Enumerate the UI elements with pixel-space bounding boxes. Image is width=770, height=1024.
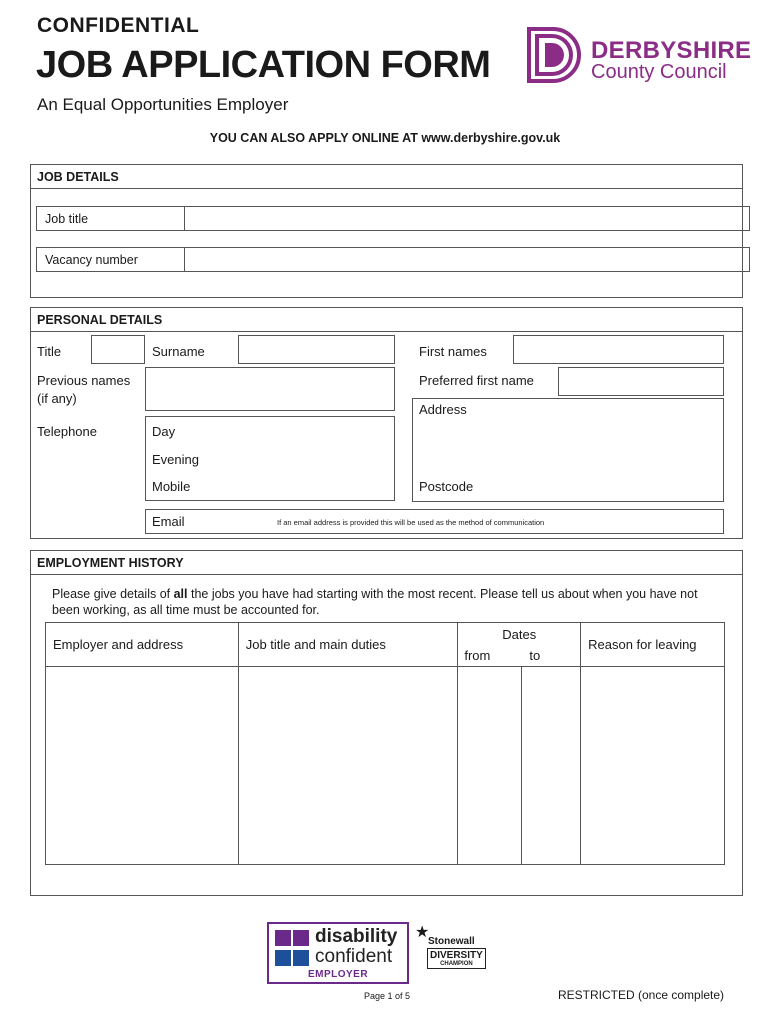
stonewall-text: Stonewall [428,936,475,947]
email-label: Email [152,514,185,529]
lock-icon [275,950,291,966]
previous-names-sub-label: (if any) [37,391,77,406]
job-title-cell[interactable] [238,667,458,865]
first-names-label: First names [419,344,487,359]
dates-from-label: from [464,648,491,663]
page-number: Page 1 of 5 [364,991,411,1001]
address-label: Address [419,402,467,417]
job-details-heading: JOB DETAILS [31,165,742,189]
first-names-input[interactable] [513,335,724,364]
employment-table [45,622,725,865]
people-icon [275,930,291,946]
vacancy-number-row [36,247,750,272]
employer-text: EMPLOYER [307,969,369,980]
confidential-label: CONFIDENTIAL [37,14,200,37]
personal-details-heading: PERSONAL DETAILS [31,308,742,332]
telephone-mobile-label: Mobile [152,479,191,494]
col-job-title-header: Job title and main duties [238,623,458,667]
employment-table-header [46,623,725,667]
confident-text: confident [315,946,393,967]
job-title-label: Job title [37,207,185,230]
postcode-label: Postcode [419,479,474,494]
email-note: If an email address is provided this will be used as the method of communication [277,518,545,527]
diversity-champion-badge [427,948,486,969]
stonewall-logo [415,926,483,982]
page-subtitle: An Equal Opportunities Employer [37,95,289,114]
derbyshire-d-icon [527,27,585,83]
logo-line-1: DERBYSHIRE [591,37,752,64]
champion-text: CHAMPION [440,961,473,967]
star-icon: ★ [415,924,430,941]
previous-names-label: Previous names [37,373,131,388]
telephone-day-label: Day [152,424,176,439]
job-title-row [36,206,750,231]
employer-cell[interactable] [46,667,239,865]
online-apply-notice: YOU CAN ALSO APPLY ONLINE AT www.derbyshire.gov.uk [209,131,561,145]
page-title: JOB APPLICATION FORM [36,44,491,86]
surname-label: Surname [152,344,205,359]
col-reason-header: Reason for leaving [581,623,725,667]
dates-to-label: to [529,648,541,663]
chat-icon [293,950,309,966]
col-employer-header: Employer and address [46,623,239,667]
title-label: Title [37,344,62,359]
col-dates-header [458,623,581,667]
previous-names-input[interactable] [145,367,395,411]
logo-line-2: County Council [591,61,727,83]
restricted-label: RESTRICTED (once complete) [558,988,725,1002]
telephone-evening-label: Evening [152,452,199,467]
disability-text: disability [315,926,398,947]
derbyshire-logo [527,27,752,85]
job-details-section [30,164,743,298]
telephone-label: Telephone [37,424,97,439]
vacancy-number-label: Vacancy number [37,248,185,271]
date-to-cell[interactable] [522,667,581,865]
employment-history-heading: EMPLOYMENT HISTORY [31,551,742,575]
preferred-first-name-input[interactable] [558,367,724,396]
instruction-pre: Please give details of [52,587,174,601]
employment-instruction [52,586,722,618]
dates-label: Dates [502,627,537,642]
diversity-text: DIVERSITY [430,950,483,961]
preferred-first-name-label: Preferred first name [419,373,534,388]
date-from-cell[interactable] [458,667,522,865]
instruction-post: the jobs you have had starting with the most recent. Please tell us about when you have not been working, as all time must be accounted for. [52,587,698,617]
table-row [46,667,725,865]
surname-input[interactable] [238,335,395,364]
check-icon [293,930,309,946]
reason-cell[interactable] [581,667,725,865]
disability-confident-logo [267,922,409,984]
vacancy-number-input[interactable] [185,248,749,271]
title-input[interactable] [91,335,145,364]
instruction-bold: all [173,587,188,601]
job-title-input[interactable] [185,207,749,230]
